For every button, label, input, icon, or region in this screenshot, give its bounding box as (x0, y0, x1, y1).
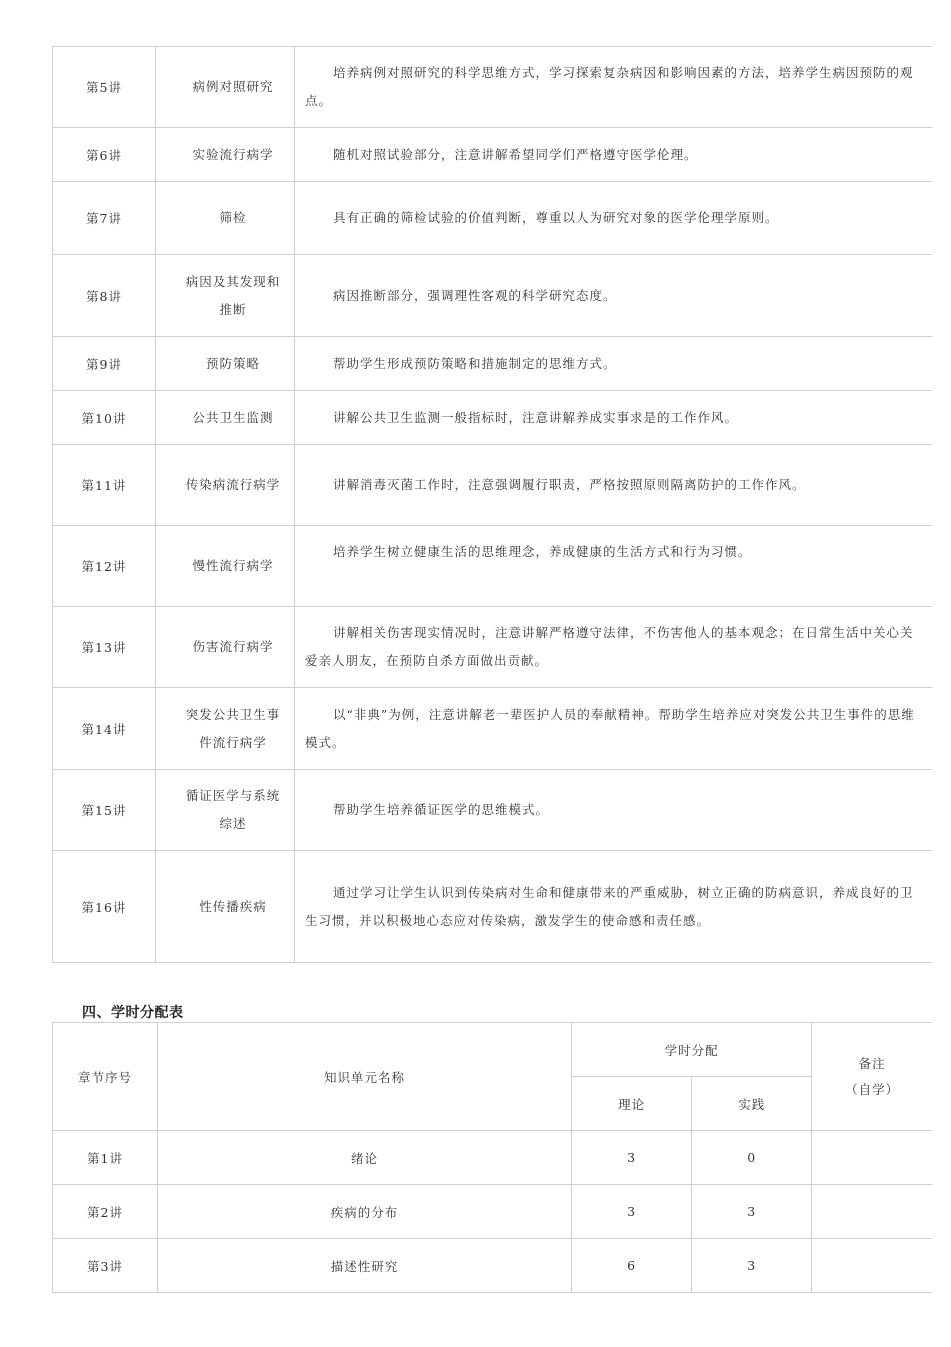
table-row (53, 182, 933, 255)
lecture-number: 第8讲 (53, 255, 156, 337)
lecture-topic: 循证医学与系统综述 (156, 770, 295, 851)
lecture-topic: 伤害流行病学 (156, 607, 295, 688)
table-row (53, 526, 933, 607)
table-row (53, 445, 933, 526)
ideology-content: 具有正确的筛检试验的价值判断，尊重以人为研究对象的医学伦理学原则。 (295, 182, 933, 255)
table-row (53, 128, 933, 182)
lecture-topic: 病因及其发现和推断 (156, 255, 295, 337)
ideology-content: 讲解公共卫生监测一般指标时，注意讲解养成实事求是的工作作风。 (295, 391, 933, 445)
ideology-content: 通过学习让学生认识到传染病对生命和健康带来的严重威胁，树立正确的防病意识，养成良好的卫生习惯，并以积极地心态应对传染病，激发学生的使命感和责任感。 (295, 851, 933, 963)
header-theory: 理论 (572, 1077, 692, 1131)
remark (812, 1239, 932, 1293)
chapter-number: 第1讲 (53, 1131, 158, 1185)
lecture-number: 第11讲 (53, 445, 156, 526)
table-row (53, 337, 933, 391)
lecture-number: 第6讲 (53, 128, 156, 182)
lecture-number: 第9讲 (53, 337, 156, 391)
header-practice: 实践 (692, 1077, 812, 1131)
ideology-content: 病因推断部分，强调理性客观的科学研究态度。 (295, 255, 933, 337)
header-unit-name: 知识单元名称 (158, 1023, 572, 1131)
ideology-content: 讲解相关伤害现实情况时，注意讲解严格遵守法律，不伤害他人的基本观念；在日常生活中关心关爱亲人朋友，在预防自杀方面做出贡献。 (295, 607, 933, 688)
table-row (53, 607, 933, 688)
practice-hours: 0 (692, 1131, 812, 1185)
lecture-topic: 传染病流行病学 (156, 445, 295, 526)
chapter-number: 第2讲 (53, 1185, 158, 1239)
header-remark-note: （自学） (845, 1081, 900, 1097)
theory-hours: 6 (572, 1239, 692, 1293)
unit-name: 描述性研究 (158, 1239, 572, 1293)
table-row (53, 851, 933, 963)
table-row (53, 255, 933, 337)
chapter-number: 第3讲 (53, 1239, 158, 1293)
lecture-topic: 慢性流行病学 (156, 526, 295, 607)
table-row (53, 391, 933, 445)
table-row (53, 688, 933, 770)
table-row (53, 1185, 933, 1239)
table-row (53, 1131, 933, 1185)
table-row (53, 770, 933, 851)
lecture-number: 第16讲 (53, 851, 156, 963)
lecture-number: 第15讲 (53, 770, 156, 851)
lecture-topic: 突发公共卫生事件流行病学 (156, 688, 295, 770)
lecture-number: 第13讲 (53, 607, 156, 688)
ideology-content: 培养病例对照研究的科学思维方式，学习探索复杂病因和影响因素的方法，培养学生病因预防的观点。 (295, 47, 933, 128)
remark (812, 1131, 932, 1185)
table-header-row (53, 1023, 933, 1077)
lecture-number: 第12讲 (53, 526, 156, 607)
header-remark (812, 1023, 932, 1131)
lecture-topic: 公共卫生监测 (156, 391, 295, 445)
unit-name: 疾病的分布 (158, 1185, 572, 1239)
table-row (53, 47, 933, 128)
header-hours-allocation: 学时分配 (572, 1023, 812, 1077)
ideology-content: 讲解消毒灭菌工作时，注意强调履行职责，严格按照原则隔离防护的工作作风。 (295, 445, 933, 526)
lecture-topic: 实验流行病学 (156, 128, 295, 182)
lecture-number: 第5讲 (53, 47, 156, 128)
lecture-topic: 病例对照研究 (156, 47, 295, 128)
table-row (53, 1239, 933, 1293)
lecture-number: 第10讲 (53, 391, 156, 445)
lecture-number: 第7讲 (53, 182, 156, 255)
practice-hours: 3 (692, 1239, 812, 1293)
lecture-topic: 筛检 (156, 182, 295, 255)
lecture-topic: 预防策略 (156, 337, 295, 391)
lecture-topic: 性传播疾病 (156, 851, 295, 963)
theory-hours: 3 (572, 1185, 692, 1239)
section-heading: 四、学时分配表 (82, 1005, 184, 1021)
lecture-number: 第14讲 (53, 688, 156, 770)
ideology-content: 帮助学生形成预防策略和措施制定的思维方式。 (295, 337, 933, 391)
course-ideology-table (52, 46, 932, 963)
theory-hours: 3 (572, 1131, 692, 1185)
ideology-content: 以“非典”为例，注意讲解老一辈医护人员的奉献精神。帮助学生培养应对突发公共卫生事件的思维模式。 (295, 688, 933, 770)
practice-hours: 3 (692, 1185, 812, 1239)
remark (812, 1185, 932, 1239)
hours-allocation-table (52, 1022, 932, 1293)
header-chapter-number: 章节序号 (53, 1023, 158, 1131)
header-remark-title: 备注 (858, 1055, 886, 1071)
unit-name: 绪论 (158, 1131, 572, 1185)
ideology-content: 培养学生树立健康生活的思维理念，养成健康的生活方式和行为习惯。 (295, 526, 933, 607)
ideology-content: 帮助学生培养循证医学的思维模式。 (295, 770, 933, 851)
ideology-content: 随机对照试验部分，注意讲解希望同学们严格遵守医学伦理。 (295, 128, 933, 182)
